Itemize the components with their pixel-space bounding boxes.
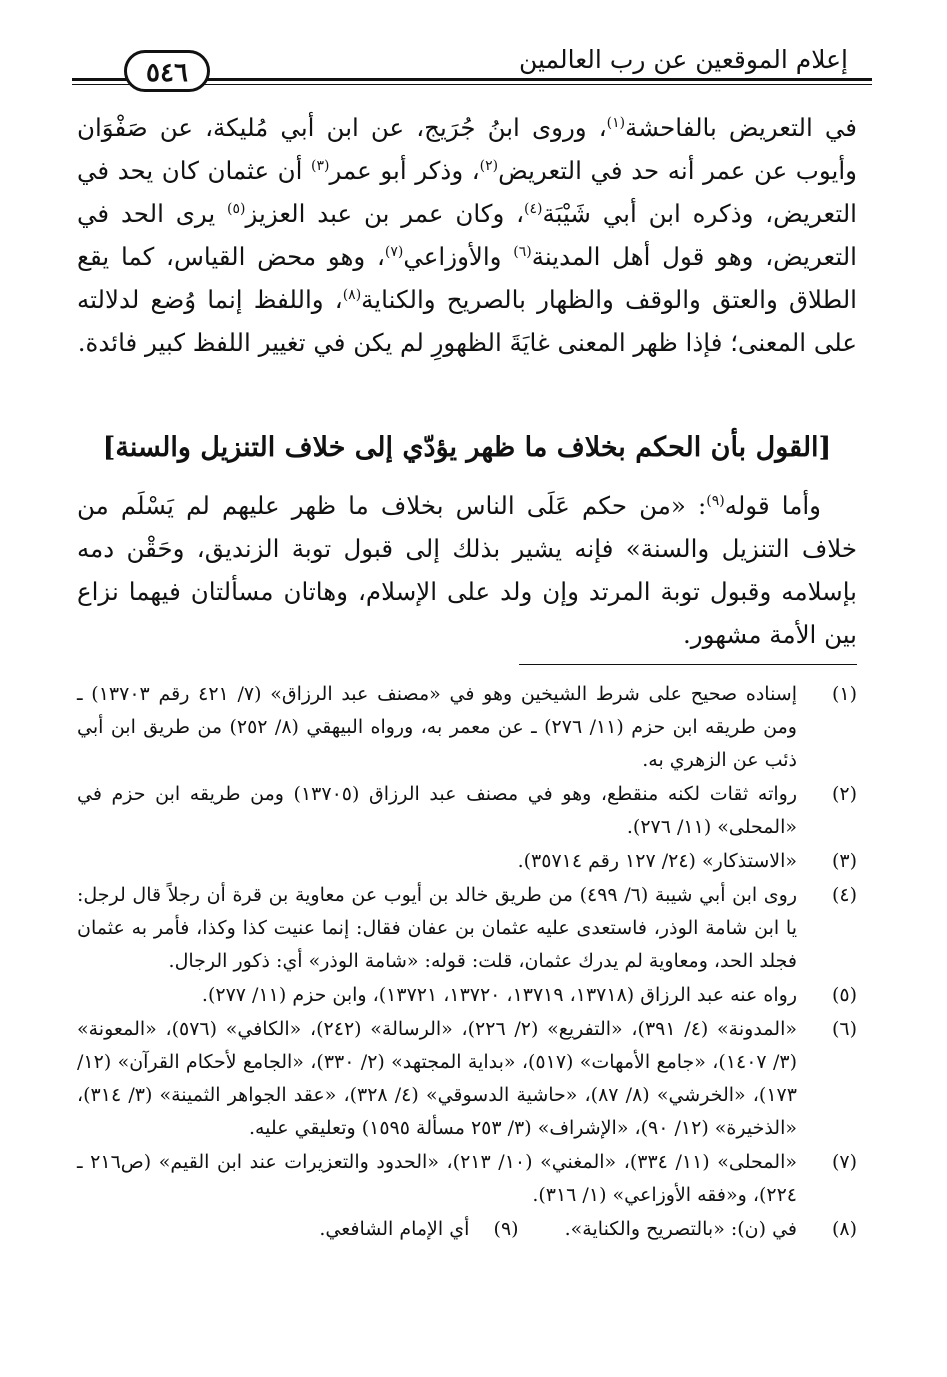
footnote-item (77, 1146, 857, 1212)
footnote-marker[interactable]: (١) (606, 114, 626, 131)
text-run: ، واللفظ إنما وُضع لدلالته على المعنى؛ فإذا ظهر المعنى غايَةَ الظهورِ لم يكن في تغيير اللفظ كبير فائدة. (77, 285, 857, 357)
text-run: وأما قوله (724, 491, 822, 520)
page-number: ٥٤٦ (124, 50, 210, 92)
footnote-text: روى ابن أبي شيبة (٦/ ٤٩٩) من طريق خالد بن أيوب عن معاوية بن قرة أن رجلاً قال لرجل: يا ابن شامة الوذر، فاستعدى عليه عثمان بن عفان فقال: إنما عنيت كذا وكذا، فأمر به عثمان فجلد الحد، ومعاوية لم يدرك عثمان، قلت: قوله: «شامة الوذر» أي: ذكور الرجال. (77, 884, 797, 972)
footnote-marker[interactable]: (٦) (513, 243, 532, 260)
paragraph-1-text (77, 106, 857, 364)
footnote-item (77, 778, 857, 844)
footnote-text: رواته ثقات لكنه منقطع، وهو في مصنف عبد الرزاق (١٣٧٠٥) ومن طريقه ابن حزم في «المحلى» (١١/ ٢٧٦). (77, 783, 798, 838)
footnote-number: (٩) (493, 1218, 519, 1240)
footnote-marker[interactable]: (٧) (384, 243, 404, 260)
footnote-number: (٨) (831, 1218, 857, 1240)
footnote-list (77, 678, 857, 1212)
running-title: إعلام الموقعين عن رب العالمين (513, 44, 854, 76)
text-run: : «من حكم عَلَى الناس بخلاف ما ظهر عليهم لم يَسْلَم من خلاف التنزيل والسنة» فإنه يشير بذلك إلى قبول توبة الزنديق، وحَقْن دمه بإسلامه وقبول توبة المرتد وإن ولد على الإسلام، وهاتان مسألتان فيهما نزاع بين الأمة مشهور. (77, 491, 857, 649)
footnote-text: «المحلى» (١١/ ٣٣٤)، «المغني» (١٠/ ٢١٣)، «الحدود والتعزيرات عند ابن القيم» (ص٢١٦ ـ ٢٢٤)، و«فقه الأوزاعي» (١/ ٣١٦). (77, 1151, 797, 1206)
footnote-item (77, 979, 857, 1012)
footnote-number: (٧) (831, 1151, 857, 1173)
footnote-text: أي الإمام الشافعي. (319, 1218, 470, 1240)
body-paragraph-1 (77, 106, 857, 364)
text-run: والأوزاعي (403, 242, 514, 271)
paragraph-2-text (77, 491, 857, 649)
footnote-item (77, 1013, 857, 1145)
footnote-number: (١) (831, 683, 857, 705)
text-run: أن عثمان كان يحد في التعريض، وذكره ابن أبي شَيْبَة (77, 156, 857, 228)
footnote-item (77, 1213, 857, 1246)
footnote-number: (٦) (831, 1018, 857, 1040)
footnote-separator (519, 664, 857, 665)
section-heading: [القول بأن الحكم بخلاف ما ظهر يؤدّي إلى خلاف التنزيل والسنة] (102, 432, 832, 463)
footnote-number: (٤) (831, 884, 857, 906)
footnote-marker[interactable]: (٩) (706, 492, 725, 509)
footnote-text: «المدونة» (٤/ ٣٩١)، «التفريع» (٢/ ٢٢٦)، «الرسالة» (٢٤٢)، «الكافي» (٥٧٦)، «المعونة» (٣/ ١٤٠٧)، «جامع الأمهات» (٥١٧)، «بداية المجتهد» (٢/ ٣٣٠)، «الجامع لأحكام القرآن» (١٢/ ١٧٣)، «الخرشي» (٨/ ٨٧)، «حاشية الدسوقي» (٤/ ٣٢٨)، «عقد الجواهر الثمينة» (٣/ ٣١٤)، «الذخيرة» (١٢/ ٩٠)، «الإشراف» (٣/ ٢٥٣ مسألة ١٥٩٥) وتعليقي عليه. (77, 1018, 798, 1139)
text-run: ، وذكر أبو عمر (329, 156, 480, 185)
text-run: في التعريض بالفاحشة (625, 113, 857, 142)
text-run: ، وهو محض القياس، كما يقع الطلاق والعتق والوقف والظهار بالصريح والكناية (77, 242, 857, 314)
footnote-item (77, 845, 857, 878)
footnote-number: (٥) (831, 984, 857, 1006)
footnote-inline-9 (319, 1213, 518, 1246)
text-run: ، وروى ابنُ جُرَيج، عن ابن أبي مُليكة، عن صَفْوَان وأيوب عن عمر أنه حد في التعريض (77, 113, 857, 185)
footnote-text: في (ن): «بالتصريح والكناية». (564, 1218, 797, 1240)
text-run: يرى الحد في التعريض، وهو قول أهل المدينة (77, 199, 857, 271)
footnote-marker[interactable]: (٨) (342, 286, 362, 303)
footnote-item (77, 678, 857, 777)
text-run: ، وكان عمر بن عبد العزيز (245, 199, 524, 228)
footnote-marker[interactable]: (٤) (524, 200, 543, 217)
body-paragraph-2 (77, 484, 857, 656)
footnotes (77, 678, 857, 1247)
footnote-text: إسناده صحيح على شرط الشيخين وهو في «مصنف عبد الرزاق» (٧/ ٤٢١ رقم ١٣٧٠٣) ـ ومن طريقه ابن حزم (١١/ ٢٧٦) ـ عن معمر به، ورواه البيهقي (٨/ ٢٥٢) من طريق ابن أبي ذئب عن الزهري به. (77, 683, 797, 771)
footnote-text: «الاستذكار» (٢٤/ ١٢٧ رقم ٣٥٧١٤). (517, 850, 797, 872)
footnote-number: (٢) (831, 783, 857, 805)
footnote-number: (٣) (831, 850, 857, 872)
page-header (72, 44, 872, 94)
footnote-item (77, 879, 857, 978)
footnote-text: رواه عنه عبد الرزاق (١٣٧١٨، ١٣٧١٩، ١٣٧٢٠، ١٣٧٢١)، وابن حزم (١١/ ٢٧٧). (201, 984, 797, 1006)
footnote-marker[interactable]: (٢) (479, 157, 499, 174)
footnote-marker[interactable]: (٥) (227, 200, 246, 217)
footnote-marker[interactable]: (٣) (311, 157, 330, 174)
